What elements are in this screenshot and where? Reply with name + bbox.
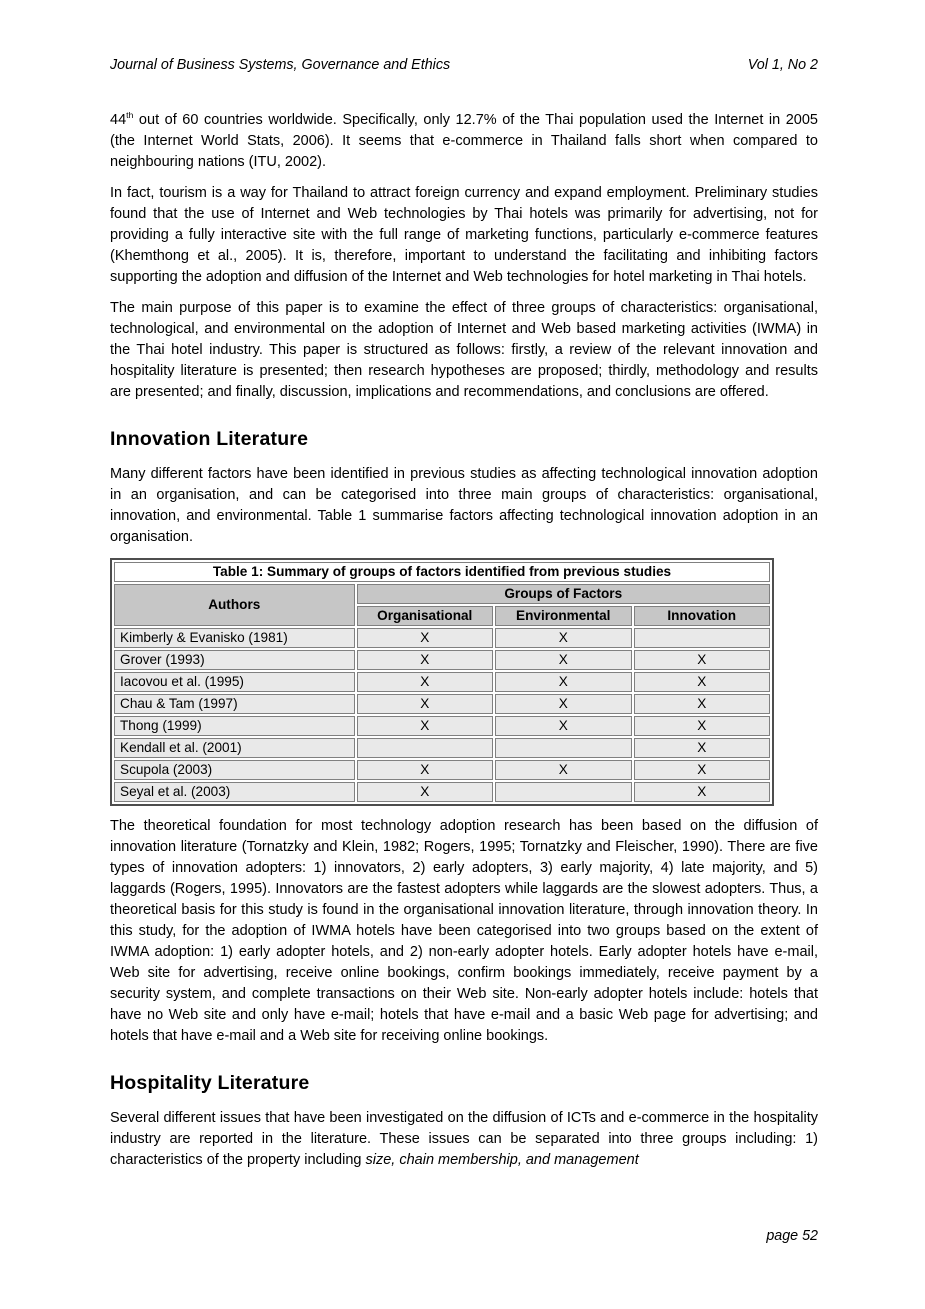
page-number: page 52 [766,1228,818,1244]
factors-table-head [114,562,770,626]
text-segment: out of 60 countries worldwide. Specifically, only 12.7% of the Thai population used the Internet in 2005 (the Internet World Stats, 2006). It seems that e-commerce in Thailand falls short when compared to neighbouring nations (ITU, 2002). [110,112,818,170]
section-heading-innovation: Innovation Literature [110,428,309,450]
organisational-mark-cell: X [357,650,494,670]
text-segment: In fact, tourism is a way for Thailand to attract foreign currency and expand employment. Preliminary studies found that the use of Internet and Web technologies by Thai hotels was primarily for advertising, not for providing a fully interactive site with the full range of marketing functions, particularly e-commerce features (Khemthong et al., 2005). It is, therefore, important to understand the facilitating and inhibiting factors supporting the adoption and diffusion of the Internet and Web technologies for hotel marketing in Thai hotels. [110,185,818,285]
table-row [114,672,770,692]
innovation-mark-cell: X [634,672,771,692]
page-header [110,56,818,74]
paragraph-innovation-factors [110,464,818,548]
environmental-mark-cell: X [495,672,632,692]
article-body [110,110,818,1171]
table-row [114,716,770,736]
paragraph-internet-stats [110,110,818,173]
section-heading-hospitality: Hospitality Literature [110,1072,310,1094]
paragraph-theoretical-foundation [110,816,818,1047]
author-cell: Iacovou et al. (1995) [114,672,355,692]
text-segment: Several different issues that have been investigated on the diffusion of ICTs and e-commerce in the hospitality industry are reported in the literature. These issues can be separated into three groups including: 1) characteristics of the property including [110,1110,818,1168]
innovation-mark-cell: X [634,716,771,736]
author-cell: Scupola (2003) [114,760,355,780]
table-header-row [114,584,770,604]
table-row [114,738,770,758]
author-cell: Thong (1999) [114,716,355,736]
journal-title: Journal of Business Systems, Governance and Ethics [110,57,451,73]
page-footer [766,1228,818,1244]
text-segment: Many different factors have been identified in previous studies as affecting technological innovation adoption in an organisation, and can be categorised into three main groups of characteristics: organisational, innovation, and environmental. Table 1 summarise factors affecting technological innovation adoption in an organisation. [110,466,818,545]
author-cell: Kimberly & Evanisko (1981) [114,628,355,648]
innovation-mark-cell: X [634,650,771,670]
table-row [114,628,770,648]
organisational-mark-cell [357,738,494,758]
author-cell: Grover (1993) [114,650,355,670]
environmental-mark-cell: X [495,628,632,648]
innovation-mark-cell [634,628,771,648]
organisational-mark-cell: X [357,672,494,692]
table-body [114,628,770,802]
organisational-mark-cell: X [357,760,494,780]
environmental-column-header: Environmental [495,606,632,626]
environmental-mark-cell: X [495,694,632,714]
innovation-mark-cell: X [634,782,771,802]
innovation-mark-cell: X [634,694,771,714]
factors-table [110,558,774,806]
environmental-mark-cell: X [495,716,632,736]
table-row [114,650,770,670]
innovation-mark-cell: X [634,738,771,758]
innovation-column-header: Innovation [634,606,771,626]
environmental-mark-cell: X [495,650,632,670]
environmental-mark-cell [495,782,632,802]
text-segment: th [126,110,134,121]
author-cell: Chau & Tam (1997) [114,694,355,714]
organisational-mark-cell: X [357,716,494,736]
text-segment: size, chain membership, and management [365,1152,639,1168]
text-segment: The theoretical foundation for most technology adoption research has been based on the diffusion of innovation literature (Tornatzky and Klein, 1982; Rogers, 1995; Tornatzky and Fleischer, 1990). There are five types of innovation adopters: 1) innovators, 2) early adopters, 3) early majority, 4) late majority, and 5) laggards (Rogers, 1995). Innovators are the fastest adopters while laggards are the slowest adopters. Thus, a theoretical basis for this study is found in the organisational innovation literature, through innovation theory. In this study, for the adoption of IWMA hotels have been categorised into two groups based on the extent of IWMA adoption: 1) early adopter hotels, and 2) non-early adopter hotels. Early adopter hotels have e-mail, Web site for advertising, receive online bookings, confirm bookings immediately, receive payment by a security system, and complete transactions on their Web site. Non-early adopter hotels include: hotels that have no Web site and only have e-mail; hotels that have e-mail and a basic Web page for advertising; and hotels that have e-mail and a Web site for receiving online bookings. [110,818,818,1044]
organisational-column-header: Organisational [357,606,494,626]
text-segment: 44 [110,112,127,128]
paragraph-purpose [110,298,818,403]
author-cell: Kendall et al. (2001) [114,738,355,758]
groups-of-factors-header: Groups of Factors [357,584,771,604]
organisational-mark-cell: X [357,782,494,802]
table-title-row [114,562,770,582]
environmental-mark-cell [495,738,632,758]
text-segment: The main purpose of this paper is to examine the effect of three groups of characteristics: organisational, technological, and environmental on the adoption of Internet and Web based marketing activities (IWMA) in the Thai hotel industry. This paper is structured as follows: firstly, a review of the relevant innovation and hospitality literature is presented; then research hypotheses are proposed; thirdly, methodology and results are presented; and finally, discussion, implications and recommendations, and conclusions are offered. [110,300,818,400]
organisational-mark-cell: X [357,628,494,648]
paragraph-tourism [110,183,818,288]
table-row [114,782,770,802]
paragraph-hospitality-issues [110,1108,818,1171]
table-row [114,760,770,780]
organisational-mark-cell: X [357,694,494,714]
authors-column-header: Authors [114,584,355,626]
table-row [114,694,770,714]
innovation-mark-cell: X [634,760,771,780]
environmental-mark-cell: X [495,760,632,780]
volume-label: Vol 1, No 2 [747,57,818,73]
author-cell: Seyal et al. (2003) [114,782,355,802]
table-title: Table 1: Summary of groups of factors identified from previous studies [114,562,770,582]
